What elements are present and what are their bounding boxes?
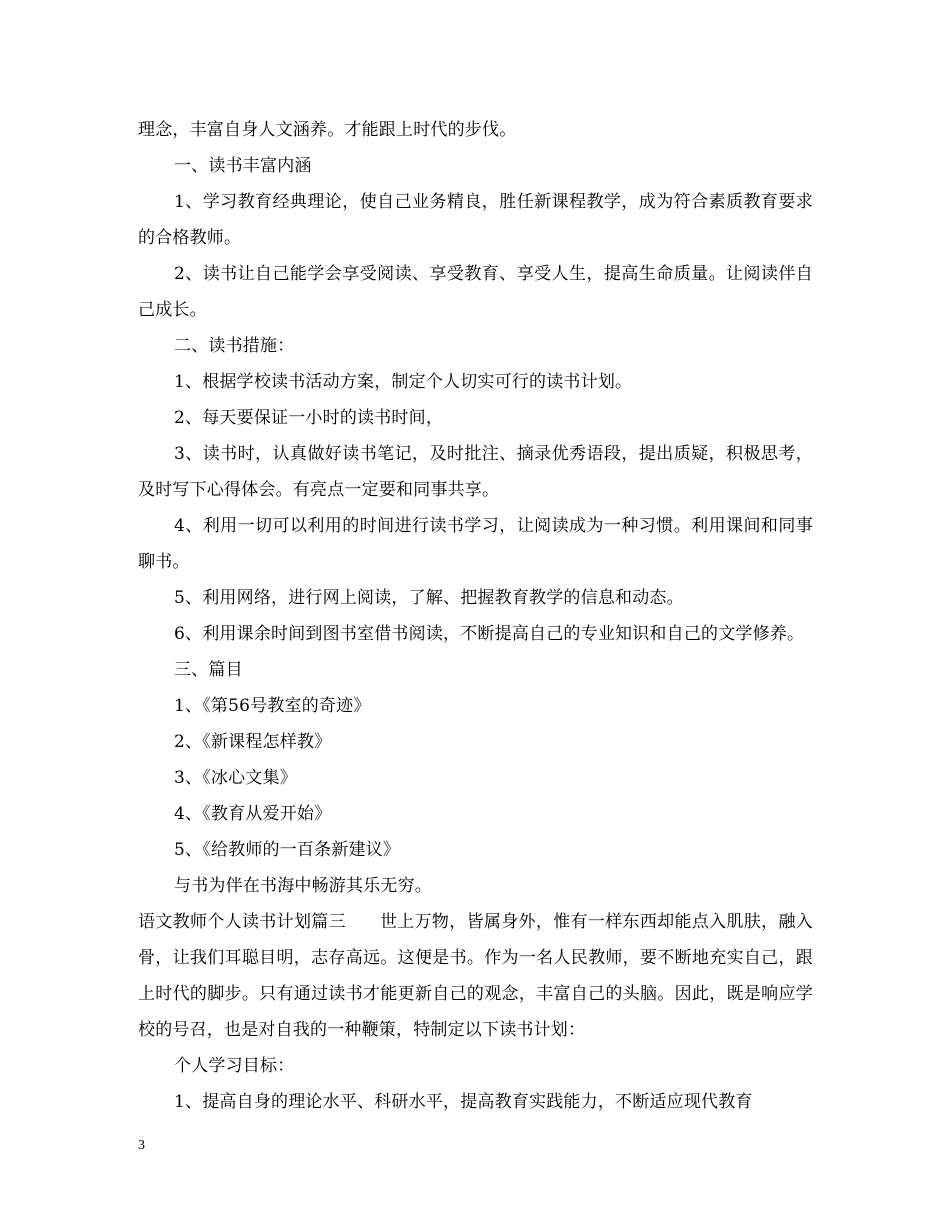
paragraph: 1、学习教育经典理论，使自己业务精良，胜任新课程教学，成为符合素质教育要求的合格教师。 bbox=[138, 192, 813, 248]
book-list-item: 3、《冰心文集》 bbox=[174, 768, 297, 788]
paragraph: 与书为伴在书海中畅游其乐无穷。 bbox=[174, 876, 432, 896]
document-body bbox=[138, 112, 813, 1120]
paragraph: 2、读书让自己能学会享受阅读、享受教育、享受人生，提高生命质量。让阅读伴自己成长。 bbox=[138, 264, 813, 320]
book-list-item: 4、《教育从爱开始》 bbox=[174, 804, 332, 824]
section-paragraph bbox=[138, 904, 813, 1048]
paragraph: 6、利用课余时间到图书室借书阅读，不断提高自己的专业知识和自己的文学修养。 bbox=[174, 624, 805, 644]
paragraph: 4、利用一切可以利用的时间进行读书学习，让阅读成为一种习惯。利用课间和同事聊书。 bbox=[138, 516, 813, 572]
paragraph: 2、每天要保证一小时的读书时间， bbox=[174, 408, 444, 428]
paragraph: 理念，丰富自身人文涵养。才能跟上时代的步伐。 bbox=[138, 120, 517, 140]
heading-book-list: 三、篇目 bbox=[174, 660, 243, 680]
page-number: 3 bbox=[138, 1138, 145, 1153]
heading-reading-measures: 二、读书措施： bbox=[174, 336, 295, 356]
paragraph: 1、根据学校读书活动方案，制定个人切实可行的读书计划。 bbox=[174, 372, 633, 392]
section-title: 语文教师个人读书计划篇三 bbox=[138, 912, 346, 932]
heading-learning-goals: 个人学习目标： bbox=[174, 1056, 295, 1076]
book-list-item: 1、《第56号教室的奇迹》 bbox=[174, 696, 371, 716]
heading-reading-enrichment: 一、读书丰富内涵 bbox=[174, 156, 312, 176]
book-list-item: 5、《给教师的一百条新建议》 bbox=[174, 840, 401, 860]
paragraph: 3、读书时，认真做好读书笔记，及时批注、摘录优秀语段，提出质疑，积极思考，及时写下心得体会。有亮点一定要和同事共享。 bbox=[138, 444, 813, 500]
section-body: 世上万物，皆属身外，惟有一样东西却能点入肌肤，融入骨，让我们耳聪目明，志存高远。这便是书。作为一名人民教师，要不断地充实自己，跟上时代的脚步。只有通过读书才能更新自己的观念，丰富自己的头脑。因此，既是响应学校的号召，也是对自我的一种鞭策，特制定以下读书计划： bbox=[138, 912, 813, 1040]
book-list-item: 2、《新课程怎样教》 bbox=[174, 732, 332, 752]
paragraph: 1、提高自身的理论水平、科研水平，提高教育实践能力，不断适应现代教育 bbox=[174, 1092, 753, 1112]
paragraph: 5、利用网络，进行网上阅读，了解、把握教育教学的信息和动态。 bbox=[174, 588, 684, 608]
